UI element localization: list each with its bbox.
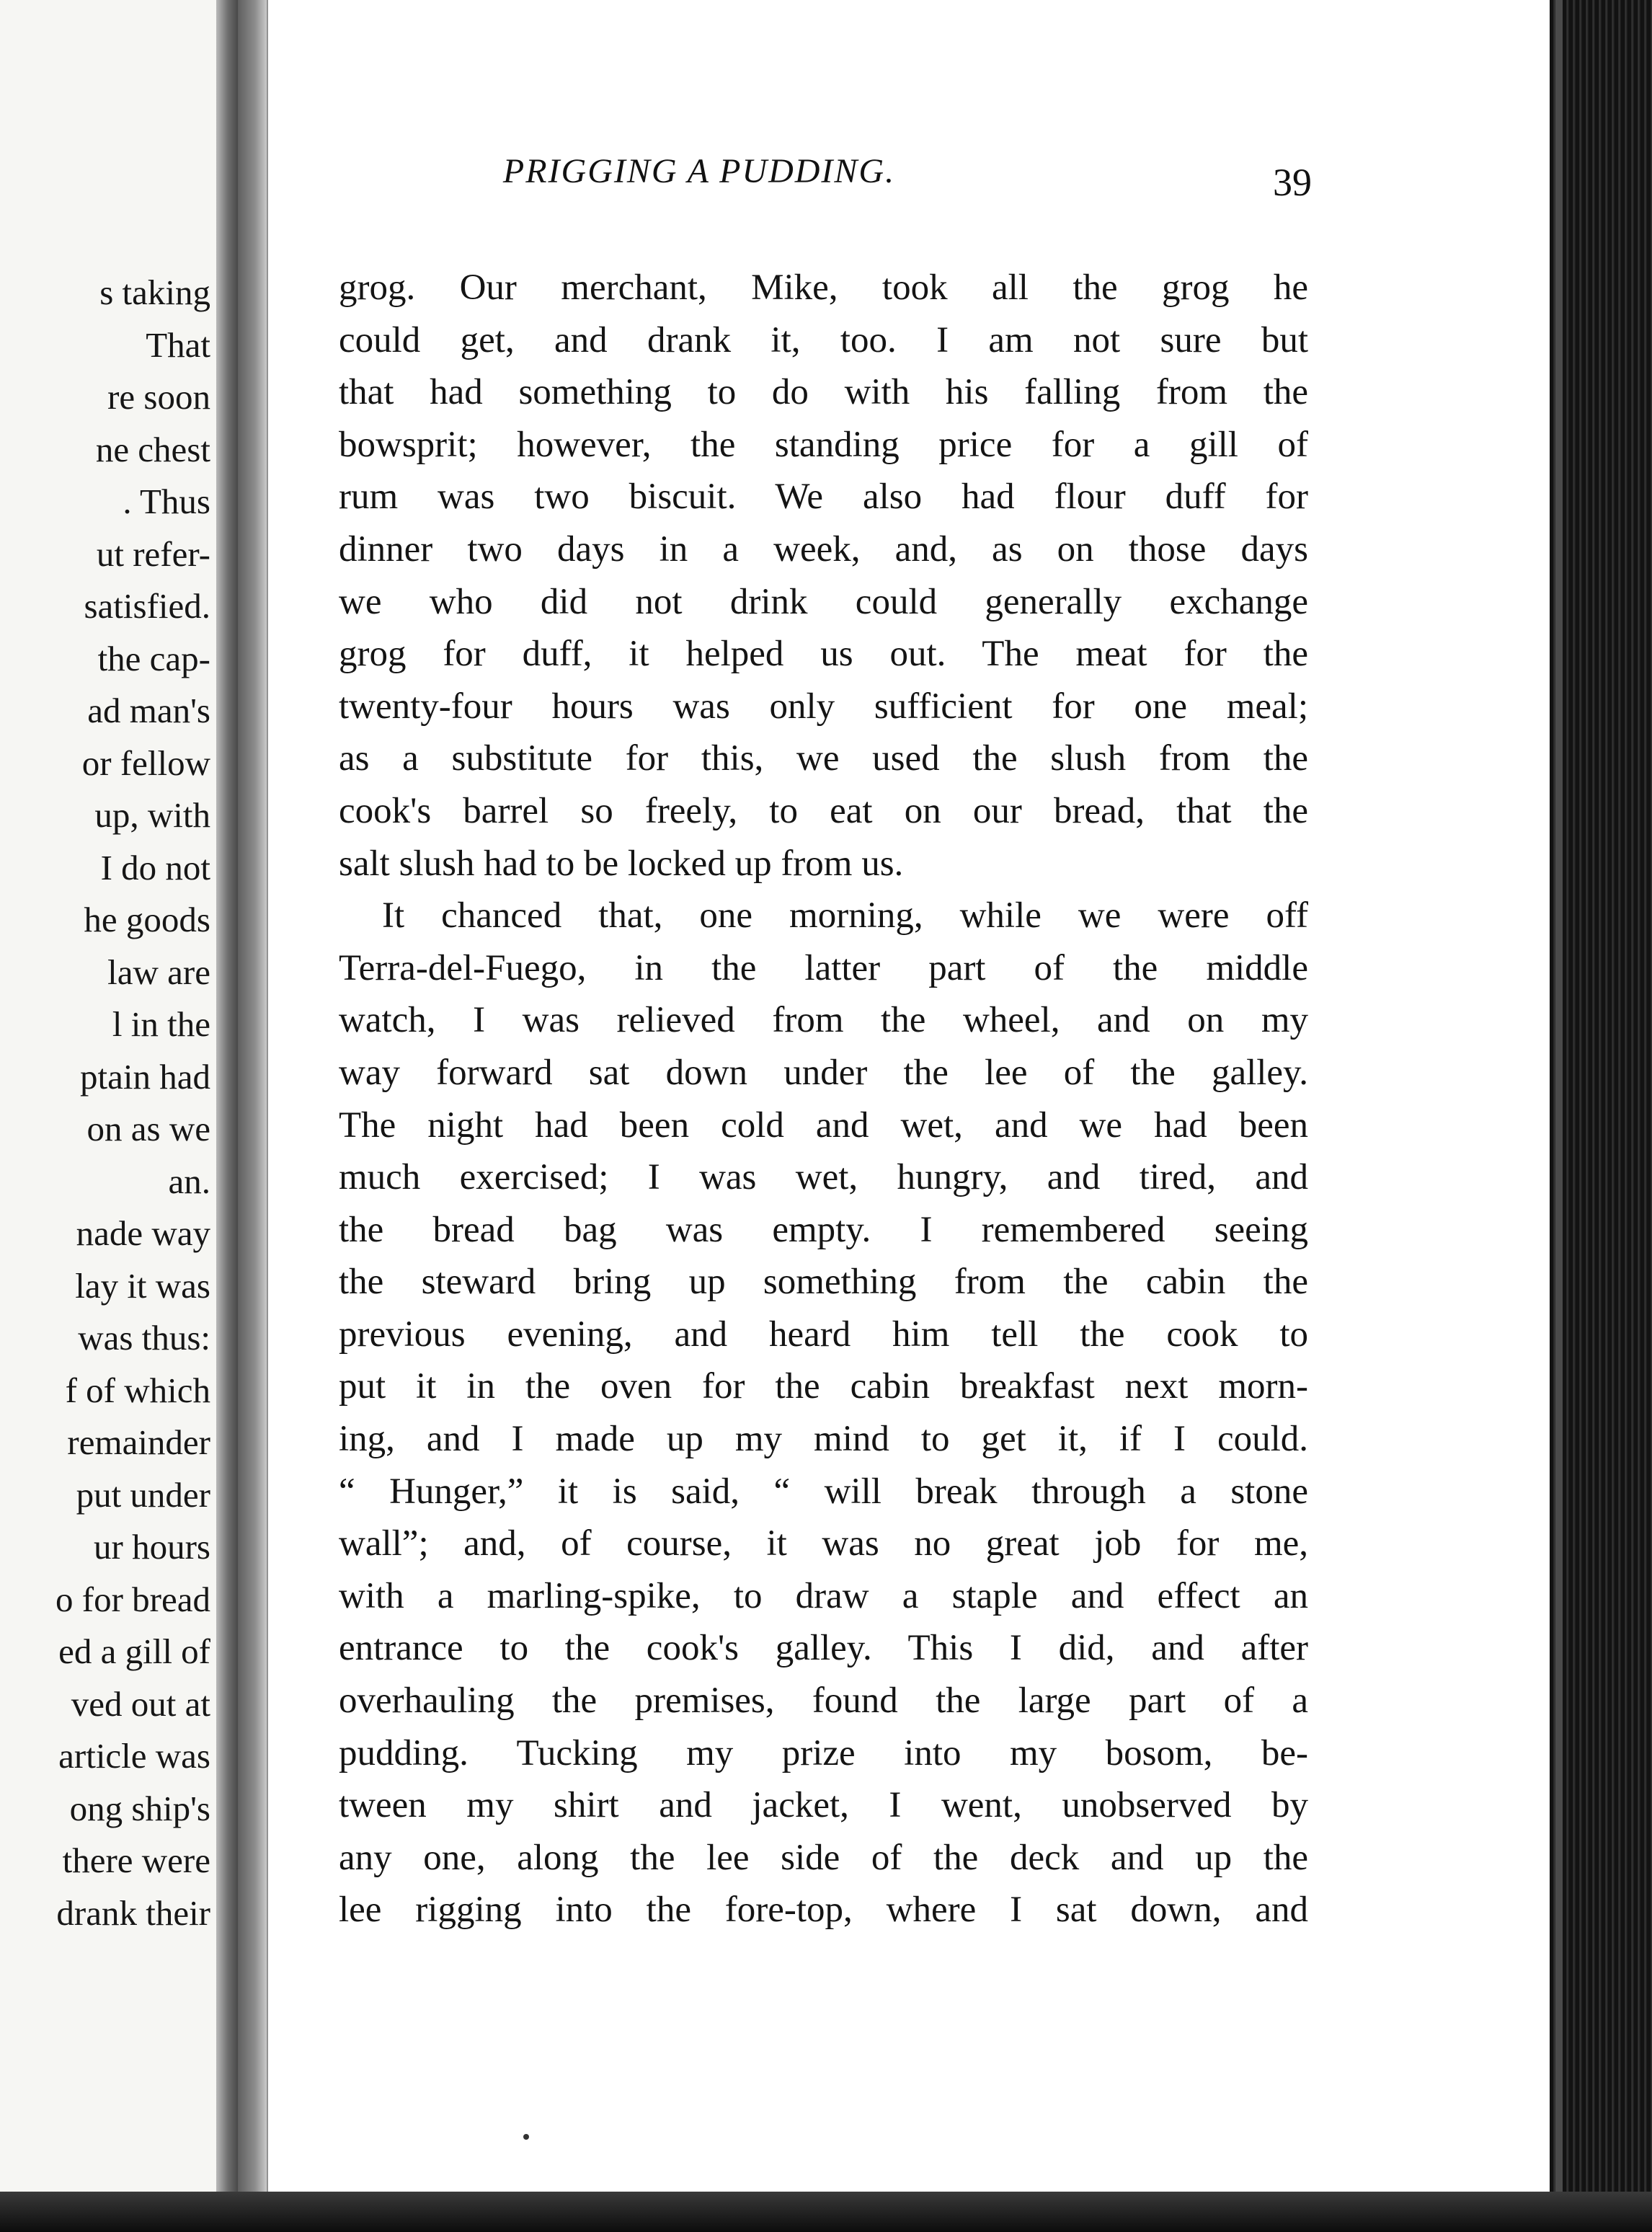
body-line: previous evening, and heard him tell the cook to <box>339 1314 1308 1355</box>
left-line: ed a gill of <box>58 1631 210 1671</box>
body-line: with a marling-spike, to draw a staple and effect an <box>339 1575 1308 1616</box>
left-page <box>0 0 238 2220</box>
left-line: or fellow <box>81 743 210 783</box>
left-line: lay it was <box>75 1265 210 1306</box>
body-line: cook's barrel so freely, to eat on our bread, that the <box>339 790 1308 831</box>
body-line: that had something to do with his falling from the <box>339 372 1308 413</box>
left-line: ptain had <box>80 1056 210 1097</box>
body-line: entrance to the cook's galley. This I did, and after <box>339 1628 1308 1669</box>
left-line: was thus: <box>78 1318 210 1358</box>
body-line: watch, I was relieved from the wheel, and on my <box>339 1000 1308 1041</box>
left-line: up, with <box>94 795 210 835</box>
left-line: an. <box>168 1161 210 1201</box>
body-line: wall”; and, of course, it was no great job for me, <box>339 1523 1308 1564</box>
body-line: we who did not drink could generally exchange <box>339 581 1308 622</box>
body-line: salt slush had to be locked up from us. <box>339 843 904 884</box>
page-number: 39 <box>1273 161 1312 204</box>
body-line: Terra-del-Fuego, in the latter part of the middle <box>339 947 1308 988</box>
body-line: much exercised; I was wet, hungry, and tired, and <box>339 1157 1308 1198</box>
body-line: dinner two days in a week, and, as on those days <box>339 528 1308 570</box>
left-line: That <box>146 324 210 365</box>
page-edge-highlight <box>1555 0 1563 2232</box>
body-line: put it in the oven for the cabin breakfast next morn- <box>339 1366 1308 1407</box>
body-line: The night had been cold and wet, and we had been <box>339 1104 1308 1146</box>
body-line: grog. Our merchant, Mike, took all the grog he <box>339 267 1308 308</box>
body-line: grog for duff, it helped us out. The meat for the <box>339 634 1308 675</box>
left-line: on as we <box>86 1109 210 1148</box>
body-line: way forward sat down under the lee of the galley. <box>339 1052 1308 1093</box>
left-line: satisfied. <box>84 586 210 626</box>
body-line: bowsprit; however, the standing price for a gill of <box>339 424 1308 465</box>
left-line: article was <box>58 1736 210 1776</box>
body-line: It chanced that, one morning, while we were off <box>382 895 1308 936</box>
left-line: law are <box>107 952 210 992</box>
left-line: ne chest <box>95 429 210 469</box>
left-line: ur hours <box>94 1527 210 1567</box>
left-line: ved out at <box>71 1683 210 1724</box>
left-line: re soon <box>107 377 210 417</box>
body-line: tween my shirt and jacket, I went, unobserved by <box>339 1785 1308 1826</box>
left-line: s taking <box>99 273 210 312</box>
left-line: drank their <box>56 1892 210 1933</box>
body-line: lee rigging into the fore-top, where I sat down, and <box>339 1890 1308 1931</box>
body-line: “ Hunger,” it is said, “ will break through a stone <box>339 1471 1308 1512</box>
book-page-edges <box>1550 0 1652 2232</box>
left-line: ad man's <box>87 691 210 730</box>
left-line: o for bread <box>55 1579 210 1619</box>
left-line: he goods <box>84 900 210 939</box>
left-line: remainder <box>67 1422 210 1462</box>
left-line: ong ship's <box>69 1788 210 1828</box>
left-line: there were <box>62 1841 210 1880</box>
left-page-text <box>0 267 210 1939</box>
body-line: any one, along the lee side of the deck and up the <box>339 1837 1308 1878</box>
left-line: I do not <box>100 847 210 887</box>
left-line: ut refer- <box>96 533 210 574</box>
left-line: l in the <box>112 1004 210 1044</box>
gutter-shadow <box>238 0 267 2220</box>
left-line: nade way <box>76 1213 210 1253</box>
bottom-shadow <box>0 2192 1652 2232</box>
body-line: as a substitute for this, we used the slush from the <box>339 738 1308 779</box>
body-line: could get, and drank it, too. I am not sure but <box>339 319 1308 360</box>
body-line: ing, and I made up my mind to get it, if I could. <box>339 1419 1308 1460</box>
ink-speck <box>523 2134 529 2140</box>
body-line: rum was two biscuit. We also had flour duff for <box>339 477 1308 518</box>
body-line: twenty-four hours was only sufficient for one meal; <box>339 686 1308 727</box>
left-line: the cap- <box>97 638 210 678</box>
body-text <box>339 262 1308 1936</box>
body-line: pudding. Tucking my prize into my bosom, be- <box>339 1732 1308 1773</box>
left-line: put under <box>76 1474 210 1515</box>
left-line: . Thus <box>123 482 210 521</box>
left-line: f of which <box>65 1370 210 1410</box>
body-line: overhauling the premises, found the large part of a <box>339 1680 1308 1722</box>
body-line: the bread bag was empty. I remembered seeing <box>339 1209 1308 1250</box>
body-line: the steward bring up something from the cabin the <box>339 1262 1308 1303</box>
running-head: PRIGGING A PUDDING. <box>502 152 896 190</box>
